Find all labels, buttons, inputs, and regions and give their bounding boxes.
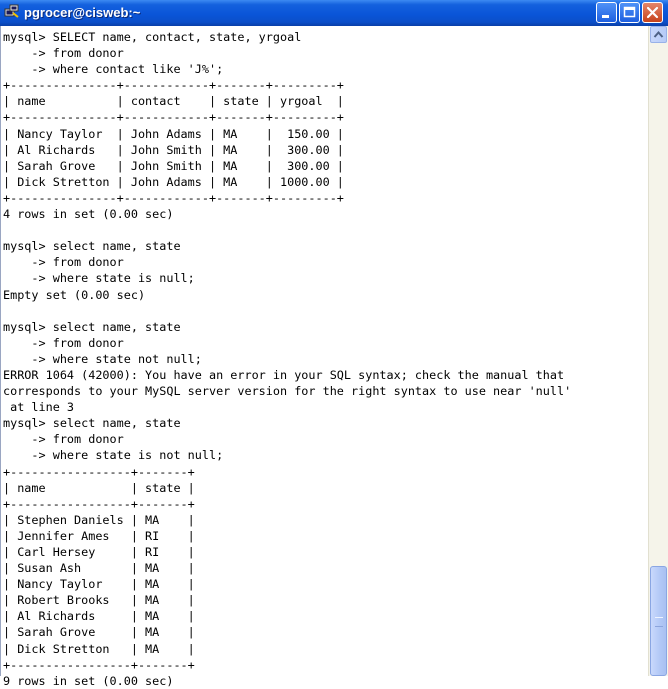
terminal-line: 9 rows in set (0.00 sec) (3, 673, 174, 688)
terminal-line (3, 303, 649, 319)
terminal-line: mysql> SELECT name, contact, state, yrgoal (3, 30, 302, 44)
terminal-line: +---------------+------------+-------+---------+ (3, 110, 344, 125)
terminal-line: | Stephen Daniels | MA | (3, 512, 195, 527)
scroll-up-button[interactable] (650, 26, 667, 43)
terminal-line: at line 3 (3, 400, 75, 415)
window-title: pgrocer@cisweb:~ (24, 5, 141, 20)
maximize-button[interactable] (619, 2, 640, 23)
minimize-icon (597, 3, 616, 22)
terminal-line: ERROR 1064 (42000): You have an error in your SQL syntax; check the manual that (3, 367, 565, 382)
terminal-line: corresponds to your MySQL server version for the right syntax to use near 'null' (3, 384, 572, 399)
title-bar[interactable] (0, 0, 668, 26)
minimize-button[interactable] (596, 2, 617, 23)
terminal-line: | Nancy Taylor | MA | (3, 577, 195, 592)
terminal-line: -> where contact like 'J%'; (3, 62, 224, 77)
terminal-line: | name | contact | state | yrgoal | (3, 94, 344, 109)
terminal-line: mysql> select name, state (3, 416, 181, 431)
terminal-line: | Robert Brooks | MA | (3, 593, 195, 608)
terminal-line: +---------------+------------+-------+---------+ (3, 78, 344, 93)
scrollbar-thumb[interactable] (650, 566, 667, 676)
close-icon (643, 3, 662, 22)
putty-icon (4, 4, 20, 20)
terminal-line: +-----------------+-------+ (3, 464, 195, 479)
terminal-line: -> where state not null; (3, 351, 202, 366)
terminal-line: | Dick Stretton | MA | (3, 641, 195, 656)
terminal-line: | Jennifer Ames | RI | (3, 528, 195, 543)
terminal-line: | Sarah Grove | MA | (3, 625, 195, 640)
terminal-output[interactable] (0, 26, 649, 688)
terminal-line: | Susan Ash | MA | (3, 561, 195, 576)
terminal-line: mysql> select name, state (3, 319, 181, 334)
terminal-text (1, 26, 649, 689)
terminal-line: Empty set (0.00 sec) (3, 287, 146, 302)
grip-icon (655, 617, 663, 627)
maximize-icon (620, 3, 639, 22)
terminal-line: | Sarah Grove | John Smith | MA | 300.00 | (3, 158, 344, 173)
terminal-line: +-----------------+-------+ (3, 657, 195, 672)
terminal-line (3, 222, 649, 238)
terminal-line: -> from donor (3, 335, 124, 350)
terminal-line: -> from donor (3, 46, 124, 61)
terminal-line: -> from donor (3, 432, 124, 447)
close-button[interactable] (642, 2, 663, 23)
terminal-line: -> where state is not null; (3, 448, 224, 463)
terminal-line: -> where state is null; (3, 271, 195, 286)
terminal-line: | Dick Stretton | John Adams | MA | 1000.00 | (3, 174, 344, 189)
terminal-line: +-----------------+-------+ (3, 496, 195, 511)
terminal-line: +---------------+------------+-------+---------+ (3, 190, 344, 205)
terminal-line: mysql> select name, state (3, 239, 181, 254)
chevron-up-icon (653, 30, 664, 39)
terminal-line: | Carl Hersey | RI | (3, 545, 195, 559)
terminal-line: | Al Richards | John Smith | MA | 300.00 | (3, 142, 344, 157)
terminal-line: | name | state | (3, 480, 195, 495)
terminal-line: 4 rows in set (0.00 sec) (3, 207, 174, 222)
terminal-line: | Nancy Taylor | John Adams | MA | 150.00 | (3, 126, 344, 141)
terminal-line: -> from donor (3, 255, 124, 270)
vertical-scrollbar[interactable] (648, 26, 668, 676)
terminal-line: | Al Richards | MA | (3, 609, 195, 624)
